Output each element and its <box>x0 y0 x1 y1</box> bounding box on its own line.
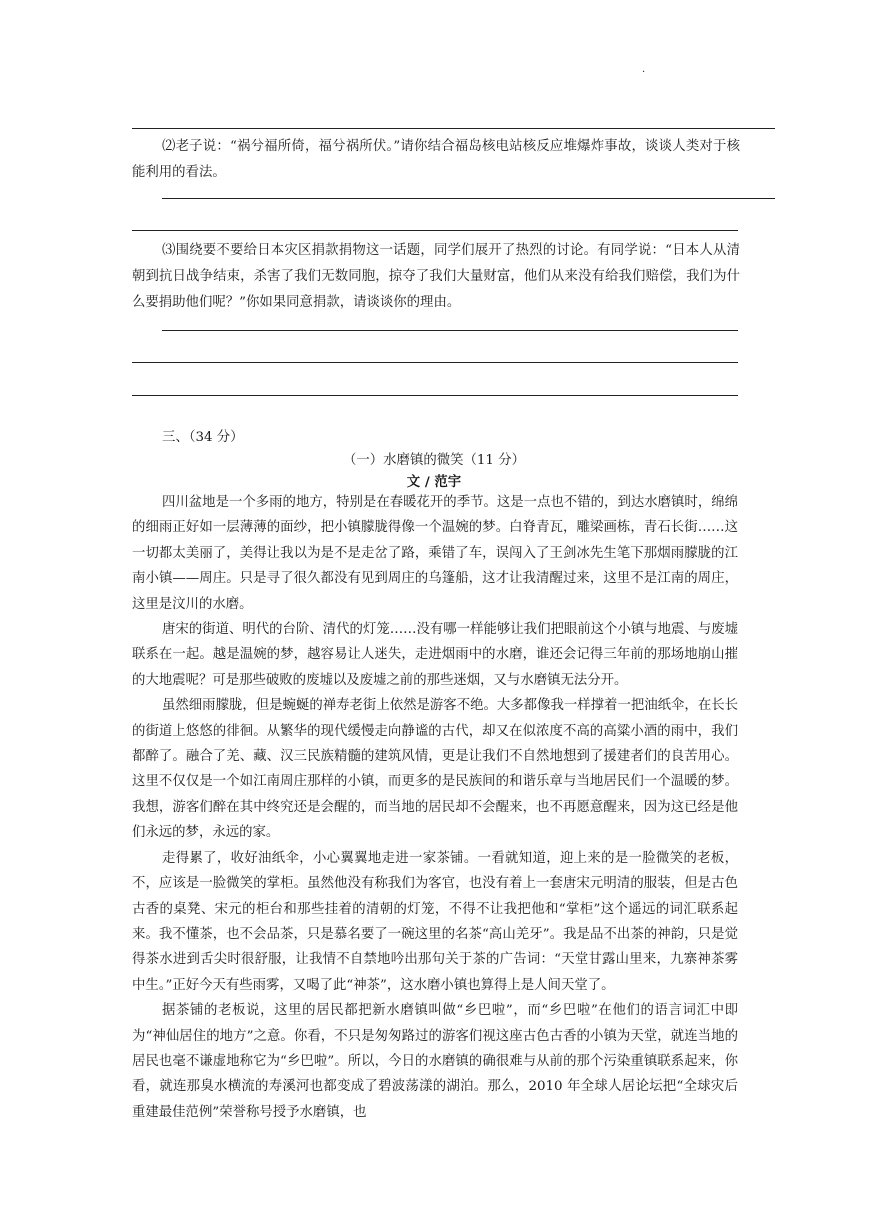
article-author: 文 / 范宇 <box>406 474 462 490</box>
answer-line-q2-2 <box>132 230 738 231</box>
answer-line-q3-1 <box>162 330 738 331</box>
answer-line-q3-3 <box>132 395 738 396</box>
page-dot: . <box>642 64 646 75</box>
article-paragraph-5: 据茶铺的老板说，这里的居民都把新水磨镇叫做“乡巴啦”，而“乡巴啦”在他们的语言词汇中即为“神仙居住的地方”之意。你看，不只是匆匆路过的游客们视这座古色古香的小镇为天堂，就连当地的居民也毫不谦虚地称它为“乡巴啦”。所以，今日的水磨镇的确很难与从前的那个污染重镇联系起来，你看，就连那臭水横流的寿溪河也都变成了碧波荡漾的湖泊。那么，2010 年全球人居论坛把“全球灾后重建最佳范例”荣誉称号授予水磨镇，也 <box>132 1003 738 1120</box>
article-paragraph-1: 四川盆地是一个多雨的地方，特别是在春暖花开的季节。这是一点也不错的，到达水磨镇时，绵绵的细雨正好如一层薄薄的面纱，把小镇朦胧得像一个温婉的梦。白脊青瓦，雕梁画栋，青石长街……这一切都太美丽了，美得让我以为是不是走岔了路，乘错了车，误闯入了王剑冰先生笔下那烟雨朦胧的江南小镇——周庄。只是寻了很久都没有见到周庄的乌篷船，这才让我清醒过来，这里不是江南的周庄，这里是汶川的水磨。 <box>132 495 738 612</box>
article-paragraph-4: 走得累了，收好油纸伞，小心翼翼地走进一家茶铺。一看就知道，迎上来的是一脸微笑的老板，不，应该是一脸微笑的掌柜。虽然他没有称我们为客官，也没有着上一套唐宋元明清的服装，但是古色古香的桌凳、宋元的柜台和那些挂着的清朝的灯笼，不得不让我把他和“掌柜”这个遥远的词汇联系起来。我不懂茶，也不会品茶，只是慕名要了一碗这里的名茶“高山羌牙”。我是品不出茶的神韵，只是觉得茶水进到舌尖时很舒服，让我情不自禁地吟出那句关于茶的广告词：“天堂甘露山里来，九寨神茶雾中生。”正好今天有些雨雾，又喝了此“神茶”，这水磨小镇也算得上是人间天堂了。 <box>132 850 738 993</box>
section-heading: 三、（34 分） <box>162 430 244 445</box>
answer-line-q3-2 <box>132 362 738 363</box>
answer-line-q2-1 <box>162 198 775 199</box>
top-divider <box>132 128 775 129</box>
question-3-text: ⑶围绕要不要给日本灾区捐款捐物这一话题，同学们展开了热烈的讨论。有同学说：“日本人从清朝到抗日战争结束，杀害了我们无数同胞，掠夺了我们大量财富，他们从来没有给我们赔偿，我们为什么要捐助他们呢？”你如果同意捐款，请谈谈你的理由。 <box>132 243 740 310</box>
article-title: （一）水磨镇的微笑（11 分） <box>343 453 525 468</box>
question-2-text: ⑵老子说：“祸兮福所倚，福兮祸所伏。”请你结合福岛核电站核反应堆爆炸事故，谈谈人类对于核能利用的看法。 <box>132 139 740 180</box>
article-paragraph-2: 唐宋的街道、明代的台阶、清代的灯笼……没有哪一样能够让我们把眼前这个小镇与地震、与废墟联系在一起。越是温婉的梦，越容易让人迷失，走进烟雨中的水磨，谁还会记得三年前的那场地崩山摧的大地震呢？可是那些破败的废墟以及废墟之前的那些迷烟，又与水磨镇无法分开。 <box>132 622 738 688</box>
article-body <box>132 490 738 1125</box>
article-paragraph-3: 虽然细雨朦胧，但是蜿蜒的禅寿老街上依然是游客不绝。大多都像我一样撑着一把油纸伞，在长长的街道上悠悠的徘徊。从繁华的现代缓慢走向静谧的古代，却又在似浓度不高的高粱小酒的雨中，我们都醉了。融合了羌、藏、汉三民族精髓的建筑风情，更是让我们不自然地想到了援建者们的良苦用心。这里不仅仅是一个如江南周庄那样的小镇，而更多的是民族间的和谐乐章与当地居民们一个温暖的梦。我想，游客们醉在其中终究还是会醒的，而当地的居民却不会醒来，也不再愿意醒来，因为这已经是他们永远的梦，永远的家。 <box>132 698 738 841</box>
